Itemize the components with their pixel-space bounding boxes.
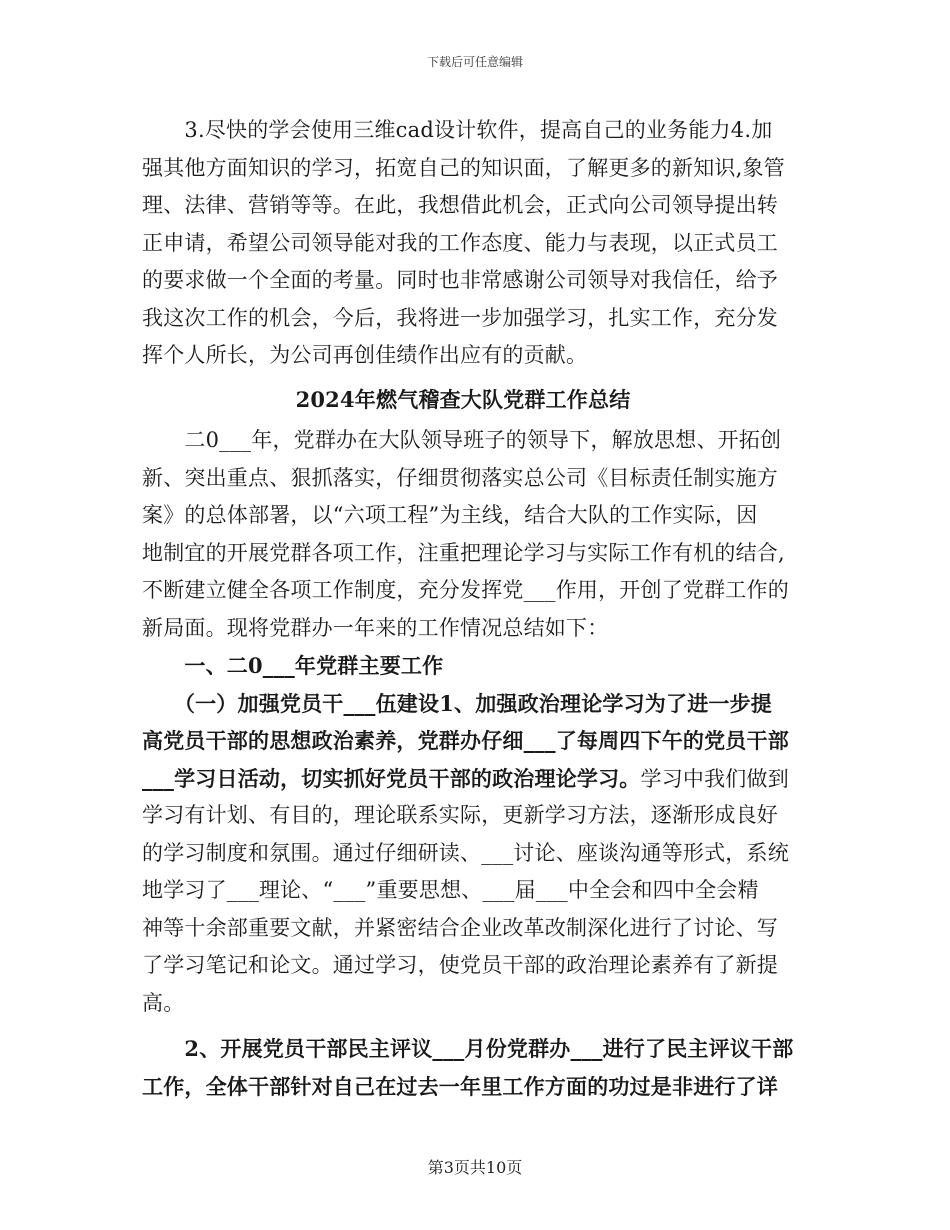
paragraph-team-building [142, 685, 812, 1023]
text-line: 案》的总体部署，以“六项工程”为主线，结合大队的工作实际，因 [142, 503, 758, 527]
text-line: 了学习笔记和论文。通过学习，使党员干部的政治理论素养有了新提 [142, 953, 778, 977]
document-body [142, 112, 812, 1105]
text-line: 高。 [142, 990, 185, 1015]
text-line: 地学习了___理论、“___”重要思想、___届___中全会和四中全会精 [142, 878, 759, 902]
text-line: 强其他方面知识的学习，拓宽自己的知识面，了解更多的新知识,象管 [142, 155, 785, 180]
text-line: 神等十余部重要文献，并紧密结合企业改革改制深化进行了讨论、写 [142, 915, 778, 940]
text-line: 新、突出重点、狠抓落实，仔细贯彻落实总公司《目标责任制实施方 [142, 465, 778, 490]
text-line: 二0___年，党群办在大队领导班子的领导下，解放思想、开拓创 [142, 428, 782, 452]
text-line-bold: 工作，全体干部针对自己在过去一年里工作方面的功过是非进行了详 [142, 1073, 778, 1099]
page-header: 下载后可任意编辑 [426, 55, 523, 69]
text-line: 理、法律、营销等等。在此，我想借此机会，正式向公司领导提出转 [142, 193, 778, 217]
paragraph-introduction [142, 422, 812, 647]
text-line: 的要求做一个全面的考量。同时也非常感谢公司领导对我信任，给予 [142, 268, 778, 292]
paragraph-self-improvement [142, 112, 812, 375]
text-line-bold: 高党员干部的思想政治素养，党群办仔细___了每周四下午的党员干部 [142, 728, 789, 753]
text-line-mixed [142, 760, 812, 798]
text-line-bold: （一）加强党员干___伍建设1、加强政治理论学习为了进一步提 [142, 690, 773, 716]
text-span-bold: ___学习日活动，切实抓好党员干部的政治理论学习。 [142, 765, 641, 791]
text-line: 3.尽快的学会使用三维cad设计软件，提高自己的业务能力4.加 [142, 118, 773, 142]
text-line: 不断建立健全各项工作制度，充分发挥党___作用，开创了党群工作的 [142, 578, 789, 602]
text-line-bold: 2、开展党员干部民主评议___月份党群办___进行了民主评议干部 [142, 1036, 794, 1061]
text-line: 正申请，希望公司领导能对我的工作态度、能力与表现，以正式员工 [142, 230, 778, 255]
text-span: 学习中我们做到 [640, 766, 789, 791]
section-heading: 一、二0___年党群主要工作 [142, 653, 444, 678]
paragraph-democratic-review [142, 1030, 812, 1105]
text-line: 新局面。现将党群办一年来的工作情况总结如下： [142, 615, 609, 640]
page-footer: 第3页共10页 [427, 1158, 523, 1177]
document-title: 2024年燃气稽查大队党群工作总结 [295, 386, 631, 412]
text-line: 挥个人所长，为公司再创佳绩作出应有的贡献。 [142, 343, 588, 367]
text-line: 地制宜的开展党群各项工作，注重把理论学习与实际工作有机的结合, [142, 540, 785, 565]
text-line: 我这次工作的机会，今后，我将进一步加强学习，扎实工作，充分发 [142, 305, 778, 330]
text-line: 学习有计划、有目的，理论联系实际，更新学习方法，逐渐形成良好 [142, 803, 778, 827]
text-line: 的学习制度和氛围。通过仔细研读、___讨论、座谈沟通等形式，系统 [142, 840, 789, 865]
